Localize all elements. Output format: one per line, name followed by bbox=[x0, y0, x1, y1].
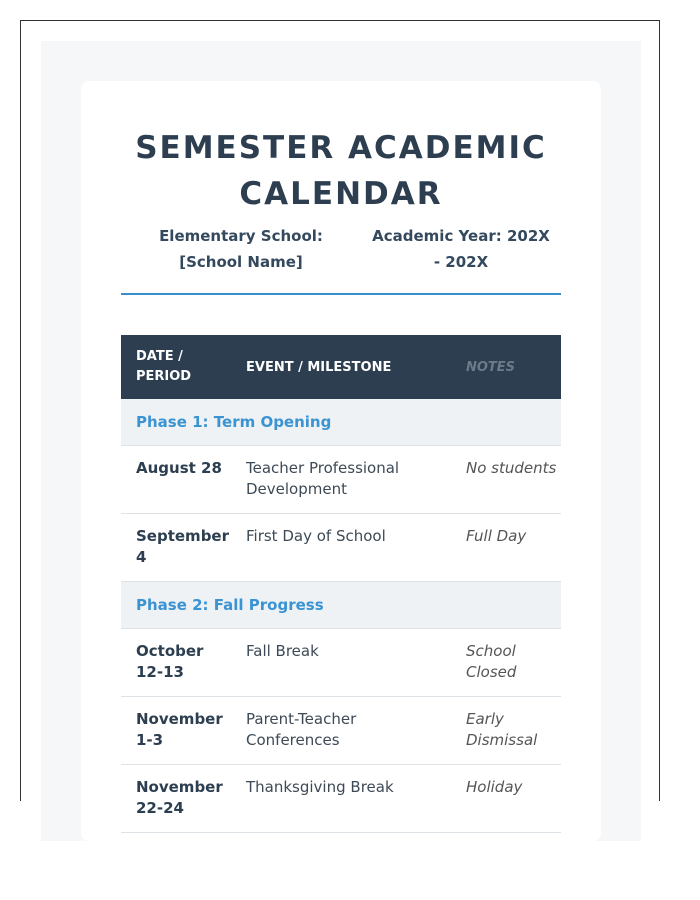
table-row bbox=[121, 765, 561, 833]
academic-year: Academic Year: 202X - 202X bbox=[372, 227, 550, 271]
event-notes: School Closed bbox=[466, 642, 517, 681]
page-background bbox=[41, 41, 641, 841]
table-header bbox=[121, 335, 561, 399]
event-date: October 12-13 bbox=[136, 642, 204, 681]
event-notes: Early Dismissal bbox=[466, 710, 538, 749]
phase-heading: Phase 1: Term Opening bbox=[121, 399, 561, 446]
calendar-card bbox=[81, 81, 601, 841]
page-title: SEMESTER ACADEMIC CALENDAR bbox=[135, 130, 547, 212]
column-header-notes: NOTES bbox=[466, 359, 516, 375]
event-name: Thanksgiving Break bbox=[246, 778, 394, 796]
event-date: September 4 bbox=[136, 527, 229, 566]
event-name: Parent-Teacher Conferences bbox=[246, 710, 357, 749]
event-name: First Day of School bbox=[246, 527, 386, 545]
column-header-event: EVENT / MILESTONE bbox=[246, 359, 392, 375]
phase-heading: Phase 2: Fall Progress bbox=[121, 582, 561, 629]
column-header-date: DATE / PERIOD bbox=[136, 349, 192, 384]
table-row bbox=[121, 514, 561, 582]
event-notes: Holiday bbox=[466, 778, 523, 796]
event-date: August 28 bbox=[136, 459, 222, 477]
table-row bbox=[121, 697, 561, 765]
event-notes: No students bbox=[466, 459, 557, 477]
event-notes: Full Day bbox=[466, 527, 527, 545]
calendar-table bbox=[121, 335, 561, 833]
table-row bbox=[121, 446, 561, 514]
page-frame bbox=[20, 20, 660, 817]
event-name: Fall Break bbox=[246, 642, 319, 660]
event-name: Teacher Professional Development bbox=[246, 459, 400, 498]
header-divider bbox=[121, 293, 561, 295]
event-date: November 1-3 bbox=[136, 710, 223, 749]
event-date: November 22-24 bbox=[136, 778, 223, 817]
school-name: Elementary School: [School Name] bbox=[159, 227, 323, 271]
table-row bbox=[121, 629, 561, 697]
